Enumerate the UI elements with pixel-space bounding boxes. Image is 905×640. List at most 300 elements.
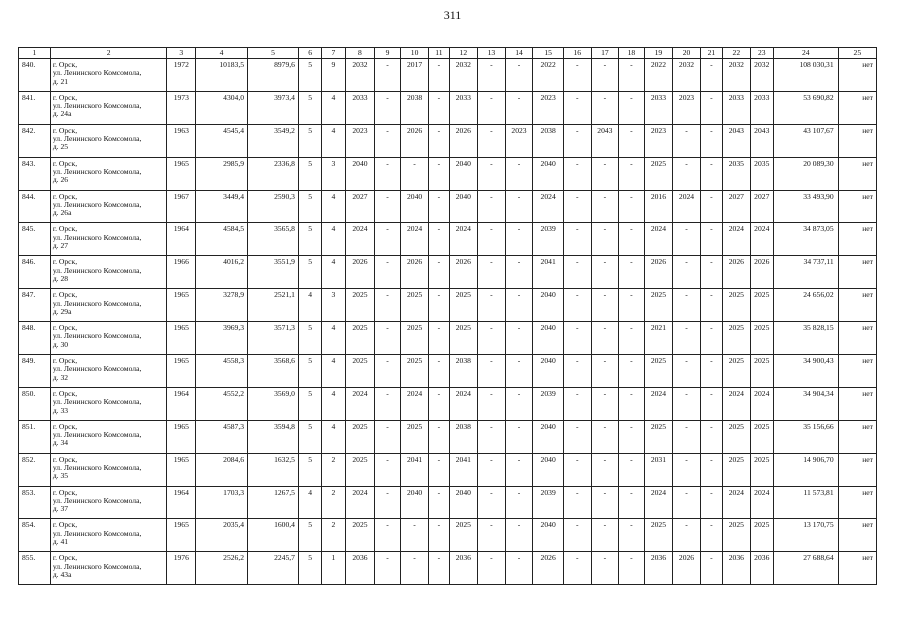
- cell-col-7: 4: [322, 223, 345, 256]
- address-line: ул. Ленинского Комсомола,: [52, 528, 142, 538]
- address-line: ул. Ленинского Комсомола,: [52, 134, 142, 144]
- cell-col-16: -: [564, 59, 592, 92]
- cell-col-20: -: [673, 355, 701, 388]
- table-row: [19, 256, 877, 289]
- cell-col-4: 4552,2: [196, 387, 248, 420]
- cell-col-9: -: [375, 355, 400, 388]
- cell-col-13: -: [478, 124, 506, 157]
- cell-col-19: 2022: [644, 59, 673, 92]
- address-line: г. Орск,: [52, 487, 78, 497]
- column-header-24: 24: [773, 48, 838, 59]
- column-header-21: 21: [700, 48, 722, 59]
- cell-col-24: 34 737,11: [773, 256, 838, 289]
- address-line: д. 26а: [52, 208, 72, 218]
- cell-col-16: -: [564, 91, 592, 124]
- cell-col-11: -: [429, 190, 449, 223]
- cell-col-6: 5: [298, 59, 321, 92]
- address-line: г. Орск,: [52, 158, 78, 168]
- cell-col-16: -: [564, 453, 592, 486]
- address-line: д. 29а: [52, 306, 72, 316]
- address-line: г. Орск,: [52, 191, 78, 201]
- cell-col-3: 1965: [167, 157, 196, 190]
- cell-col-13: -: [478, 190, 506, 223]
- cell-col-6: 4: [298, 289, 321, 322]
- table-row: [19, 289, 877, 322]
- cell-col-15: 2039: [533, 387, 564, 420]
- cell-col-18: -: [619, 157, 644, 190]
- address-cell: [50, 322, 167, 355]
- cell-col-21: -: [700, 387, 722, 420]
- cell-col-18: -: [619, 387, 644, 420]
- address-cell: [50, 157, 167, 190]
- address-line: ул. Ленинского Комсомола,: [52, 101, 142, 111]
- cell-col-5: 1267,5: [248, 486, 299, 519]
- cell-col-20: -: [673, 256, 701, 289]
- cell-col-13: -: [478, 519, 506, 552]
- cell-col-8: 2025: [345, 420, 375, 453]
- cell-col-11: -: [429, 59, 449, 92]
- cell-col-14: -: [505, 157, 533, 190]
- table-row: [19, 157, 877, 190]
- row-number: 845.: [19, 223, 51, 256]
- cell-col-8: 2033: [345, 91, 375, 124]
- cell-col-6: 5: [298, 387, 321, 420]
- cell-col-24: 13 170,75: [773, 519, 838, 552]
- cell-col-3: 1966: [167, 256, 196, 289]
- cell-col-23: 2025: [750, 322, 773, 355]
- cell-col-22: 2033: [723, 91, 751, 124]
- address-line: д. 28: [52, 273, 69, 283]
- cell-col-16: -: [564, 420, 592, 453]
- address-line: г. Орск,: [52, 323, 78, 333]
- cell-col-21: -: [700, 157, 722, 190]
- cell-col-5: 2521,1: [248, 289, 299, 322]
- cell-col-16: -: [564, 223, 592, 256]
- row-number: 853.: [19, 486, 51, 519]
- column-header-4: 4: [196, 48, 248, 59]
- cell-col-24: 34 873,05: [773, 223, 838, 256]
- cell-col-21: -: [700, 190, 722, 223]
- cell-col-18: -: [619, 91, 644, 124]
- cell-col-25: нет: [838, 289, 876, 322]
- cell-col-14: -: [505, 387, 533, 420]
- cell-col-14: -: [505, 519, 533, 552]
- address-line: ул. Ленинского Комсомола,: [52, 166, 142, 176]
- cell-col-24: 24 656,02: [773, 289, 838, 322]
- cell-col-22: 2025: [723, 289, 751, 322]
- address-line: д. 41: [52, 537, 69, 547]
- cell-col-23: 2024: [750, 486, 773, 519]
- address-cell: [50, 486, 167, 519]
- cell-col-16: -: [564, 289, 592, 322]
- cell-col-16: -: [564, 355, 592, 388]
- cell-col-6: 5: [298, 190, 321, 223]
- address-line: д. 26: [52, 175, 69, 185]
- cell-col-6: 5: [298, 124, 321, 157]
- table-row: [19, 552, 877, 585]
- cell-col-15: 2026: [533, 552, 564, 585]
- cell-col-3: 1965: [167, 322, 196, 355]
- address-cell: [50, 453, 167, 486]
- row-number: 854.: [19, 519, 51, 552]
- cell-col-14: -: [505, 190, 533, 223]
- cell-col-20: -: [673, 387, 701, 420]
- cell-col-13: -: [478, 289, 506, 322]
- table-row: [19, 486, 877, 519]
- cell-col-13: -: [478, 355, 506, 388]
- cell-col-7: 4: [322, 420, 345, 453]
- address-cell: [50, 59, 167, 92]
- address-cell: [50, 519, 167, 552]
- cell-col-5: 2245,7: [248, 552, 299, 585]
- cell-col-22: 2032: [723, 59, 751, 92]
- cell-col-7: 3: [322, 289, 345, 322]
- cell-col-4: 3449,4: [196, 190, 248, 223]
- cell-col-22: 2035: [723, 157, 751, 190]
- cell-col-16: -: [564, 124, 592, 157]
- cell-col-19: 2025: [644, 519, 673, 552]
- cell-col-4: 4016,2: [196, 256, 248, 289]
- cell-col-15: 2022: [533, 59, 564, 92]
- cell-col-20: 2032: [673, 59, 701, 92]
- cell-col-23: 2036: [750, 552, 773, 585]
- column-header-14: 14: [505, 48, 533, 59]
- address-line: г. Орск,: [52, 92, 78, 102]
- address-line: д. 35: [52, 471, 69, 481]
- cell-col-16: -: [564, 256, 592, 289]
- cell-col-25: нет: [838, 91, 876, 124]
- cell-col-8: 2040: [345, 157, 375, 190]
- cell-col-24: 20 089,30: [773, 157, 838, 190]
- row-number: 842.: [19, 124, 51, 157]
- cell-col-7: 2: [322, 486, 345, 519]
- cell-col-5: 3973,4: [248, 91, 299, 124]
- cell-col-12: 2040: [449, 486, 478, 519]
- cell-col-14: -: [505, 91, 533, 124]
- cell-col-14: -: [505, 289, 533, 322]
- cell-col-20: -: [673, 453, 701, 486]
- address-line: ул. Ленинского Комсомола,: [52, 495, 142, 505]
- cell-col-16: -: [564, 387, 592, 420]
- address-line: ул. Ленинского Комсомола,: [52, 232, 142, 242]
- cell-col-14: -: [505, 486, 533, 519]
- cell-col-5: 3549,2: [248, 124, 299, 157]
- cell-col-10: 2040: [400, 486, 429, 519]
- cell-col-7: 4: [322, 190, 345, 223]
- cell-col-20: 2023: [673, 91, 701, 124]
- cell-col-12: 2024: [449, 223, 478, 256]
- cell-col-16: -: [564, 519, 592, 552]
- cell-col-10: -: [400, 552, 429, 585]
- address-line: г. Орск,: [52, 125, 78, 135]
- cell-col-5: 3569,0: [248, 387, 299, 420]
- address-line: г. Орск,: [52, 454, 78, 464]
- table-row: [19, 322, 877, 355]
- table-row: [19, 387, 877, 420]
- cell-col-11: -: [429, 223, 449, 256]
- cell-col-11: -: [429, 256, 449, 289]
- cell-col-12: 2040: [449, 190, 478, 223]
- cell-col-12: 2026: [449, 124, 478, 157]
- cell-col-10: -: [400, 519, 429, 552]
- cell-col-19: 2025: [644, 289, 673, 322]
- cell-col-22: 2036: [723, 552, 751, 585]
- cell-col-8: 2025: [345, 322, 375, 355]
- cell-col-4: 4558,3: [196, 355, 248, 388]
- address-line: ул. Ленинского Комсомола,: [52, 462, 142, 472]
- cell-col-18: -: [619, 322, 644, 355]
- cell-col-13: -: [478, 387, 506, 420]
- cell-col-21: -: [700, 355, 722, 388]
- cell-col-7: 4: [322, 355, 345, 388]
- cell-col-18: -: [619, 552, 644, 585]
- cell-col-22: 2025: [723, 355, 751, 388]
- address-line: ул. Ленинского Комсомола,: [52, 331, 142, 341]
- address-line: г. Орск,: [52, 60, 78, 69]
- cell-col-18: -: [619, 289, 644, 322]
- address-line: д. 24а: [52, 109, 72, 119]
- cell-col-6: 5: [298, 157, 321, 190]
- cell-col-9: -: [375, 59, 400, 92]
- cell-col-12: 2038: [449, 355, 478, 388]
- table-body: [19, 59, 877, 585]
- cell-col-10: -: [400, 157, 429, 190]
- cell-col-8: 2025: [345, 355, 375, 388]
- column-header-2: 2: [50, 48, 167, 59]
- cell-col-22: 2024: [723, 387, 751, 420]
- cell-col-3: 1963: [167, 124, 196, 157]
- cell-col-4: 3278,9: [196, 289, 248, 322]
- cell-col-25: нет: [838, 223, 876, 256]
- cell-col-8: 2024: [345, 223, 375, 256]
- cell-col-14: -: [505, 59, 533, 92]
- table-row: [19, 355, 877, 388]
- page-number: 311: [443, 8, 462, 22]
- address-line: д. 21: [52, 76, 69, 86]
- cell-col-15: 2040: [533, 355, 564, 388]
- cell-col-12: 2033: [449, 91, 478, 124]
- cell-col-4: 2985,9: [196, 157, 248, 190]
- cell-col-17: -: [591, 157, 619, 190]
- cell-col-17: -: [591, 59, 619, 92]
- row-number: 851.: [19, 420, 51, 453]
- address-line: г. Орск,: [52, 290, 78, 300]
- row-number: 848.: [19, 322, 51, 355]
- cell-col-6: 5: [298, 519, 321, 552]
- cell-col-9: -: [375, 124, 400, 157]
- cell-col-13: -: [478, 157, 506, 190]
- cell-col-24: 27 688,64: [773, 552, 838, 585]
- address-line: г. Орск,: [52, 421, 78, 431]
- column-header-25: 25: [838, 48, 876, 59]
- header-row: [19, 48, 877, 59]
- address-cell: [50, 190, 167, 223]
- cell-col-17: -: [591, 256, 619, 289]
- cell-col-10: 2024: [400, 223, 429, 256]
- cell-col-10: 2038: [400, 91, 429, 124]
- cell-col-20: -: [673, 289, 701, 322]
- cell-col-19: 2033: [644, 91, 673, 124]
- cell-col-22: 2025: [723, 322, 751, 355]
- cell-col-20: -: [673, 420, 701, 453]
- cell-col-6: 5: [298, 355, 321, 388]
- cell-col-23: 2035: [750, 157, 773, 190]
- cell-col-16: -: [564, 190, 592, 223]
- cell-col-20: -: [673, 519, 701, 552]
- cell-col-4: 2035,4: [196, 519, 248, 552]
- column-header-3: 3: [167, 48, 196, 59]
- row-number: 855.: [19, 552, 51, 585]
- cell-col-17: 2043: [591, 124, 619, 157]
- cell-col-23: 2027: [750, 190, 773, 223]
- cell-col-12: 2038: [449, 420, 478, 453]
- cell-col-7: 3: [322, 157, 345, 190]
- cell-col-5: 3565,8: [248, 223, 299, 256]
- cell-col-9: -: [375, 256, 400, 289]
- column-header-12: 12: [449, 48, 478, 59]
- cell-col-25: нет: [838, 322, 876, 355]
- column-header-18: 18: [619, 48, 644, 59]
- table-row: [19, 420, 877, 453]
- cell-col-21: -: [700, 322, 722, 355]
- cell-col-25: нет: [838, 519, 876, 552]
- cell-col-25: нет: [838, 387, 876, 420]
- cell-col-24: 33 493,90: [773, 190, 838, 223]
- address-line: ул. Ленинского Комсомола,: [52, 265, 142, 275]
- cell-col-25: нет: [838, 59, 876, 92]
- cell-col-23: 2025: [750, 420, 773, 453]
- cell-col-15: 2038: [533, 124, 564, 157]
- cell-col-19: 2025: [644, 420, 673, 453]
- address-cell: [50, 223, 167, 256]
- cell-col-3: 1965: [167, 453, 196, 486]
- cell-col-15: 2024: [533, 190, 564, 223]
- address-line: г. Орск,: [52, 388, 78, 398]
- cell-col-14: -: [505, 453, 533, 486]
- cell-col-23: 2024: [750, 223, 773, 256]
- cell-col-24: 53 690,82: [773, 91, 838, 124]
- column-header-6: 6: [298, 48, 321, 59]
- address-line: д. 27: [52, 241, 69, 251]
- cell-col-8: 2027: [345, 190, 375, 223]
- cell-col-13: -: [478, 256, 506, 289]
- cell-col-8: 2025: [345, 289, 375, 322]
- cell-col-12: 2040: [449, 157, 478, 190]
- cell-col-13: -: [478, 223, 506, 256]
- cell-col-11: -: [429, 289, 449, 322]
- cell-col-4: 3969,3: [196, 322, 248, 355]
- cell-col-11: -: [429, 355, 449, 388]
- cell-col-5: 8979,6: [248, 59, 299, 92]
- address-line: ул. Ленинского Комсомола,: [52, 397, 142, 407]
- cell-col-18: -: [619, 223, 644, 256]
- cell-col-22: 2027: [723, 190, 751, 223]
- cell-col-8: 2032: [345, 59, 375, 92]
- cell-col-6: 5: [298, 322, 321, 355]
- cell-col-3: 1967: [167, 190, 196, 223]
- column-header-11: 11: [429, 48, 449, 59]
- cell-col-4: 4584,5: [196, 223, 248, 256]
- address-cell: [50, 420, 167, 453]
- cell-col-17: -: [591, 223, 619, 256]
- cell-col-7: 4: [322, 124, 345, 157]
- cell-col-5: 3571,3: [248, 322, 299, 355]
- cell-col-11: -: [429, 157, 449, 190]
- address-line: ул. Ленинского Комсомола,: [52, 430, 142, 440]
- row-number: 849.: [19, 355, 51, 388]
- cell-col-19: 2024: [644, 486, 673, 519]
- column-header-1: 1: [19, 48, 51, 59]
- cell-col-7: 4: [322, 387, 345, 420]
- cell-col-11: -: [429, 91, 449, 124]
- cell-col-11: -: [429, 486, 449, 519]
- cell-col-13: -: [478, 59, 506, 92]
- column-header-8: 8: [345, 48, 375, 59]
- cell-col-15: 2040: [533, 322, 564, 355]
- cell-col-5: 3594,8: [248, 420, 299, 453]
- column-header-19: 19: [644, 48, 673, 59]
- cell-col-8: 2036: [345, 552, 375, 585]
- cell-col-24: 43 107,67: [773, 124, 838, 157]
- cell-col-12: 2025: [449, 322, 478, 355]
- cell-col-9: -: [375, 157, 400, 190]
- cell-col-17: -: [591, 420, 619, 453]
- address-line: д. 43а: [52, 569, 72, 579]
- cell-col-20: 2026: [673, 552, 701, 585]
- cell-col-6: 5: [298, 453, 321, 486]
- cell-col-14: 2023: [505, 124, 533, 157]
- cell-col-25: нет: [838, 453, 876, 486]
- cell-col-22: 2025: [723, 420, 751, 453]
- address-cell: [50, 387, 167, 420]
- cell-col-8: 2025: [345, 519, 375, 552]
- cell-col-25: нет: [838, 420, 876, 453]
- column-header-13: 13: [478, 48, 506, 59]
- cell-col-19: 2016: [644, 190, 673, 223]
- row-number: 840.: [19, 59, 51, 92]
- cell-col-22: 2025: [723, 453, 751, 486]
- address-line: г. Орск,: [52, 520, 78, 530]
- cell-col-13: -: [478, 486, 506, 519]
- cell-col-21: -: [700, 486, 722, 519]
- cell-col-9: -: [375, 289, 400, 322]
- cell-col-17: -: [591, 190, 619, 223]
- cell-col-15: 2040: [533, 289, 564, 322]
- cell-col-18: -: [619, 59, 644, 92]
- cell-col-10: 2025: [400, 322, 429, 355]
- cell-col-6: 5: [298, 552, 321, 585]
- cell-col-19: 2023: [644, 124, 673, 157]
- cell-col-16: -: [564, 322, 592, 355]
- cell-col-18: -: [619, 190, 644, 223]
- cell-col-9: -: [375, 420, 400, 453]
- cell-col-16: -: [564, 552, 592, 585]
- table-row: [19, 124, 877, 157]
- cell-col-24: 14 906,70: [773, 453, 838, 486]
- cell-col-21: -: [700, 124, 722, 157]
- cell-col-21: -: [700, 552, 722, 585]
- cell-col-23: 2024: [750, 387, 773, 420]
- address-line: д. 30: [52, 339, 69, 349]
- cell-col-12: 2025: [449, 289, 478, 322]
- column-header-9: 9: [375, 48, 400, 59]
- column-header-20: 20: [673, 48, 701, 59]
- cell-col-23: 2025: [750, 355, 773, 388]
- cell-col-25: нет: [838, 256, 876, 289]
- row-number: 844.: [19, 190, 51, 223]
- cell-col-19: 2024: [644, 387, 673, 420]
- cell-col-3: 1964: [167, 486, 196, 519]
